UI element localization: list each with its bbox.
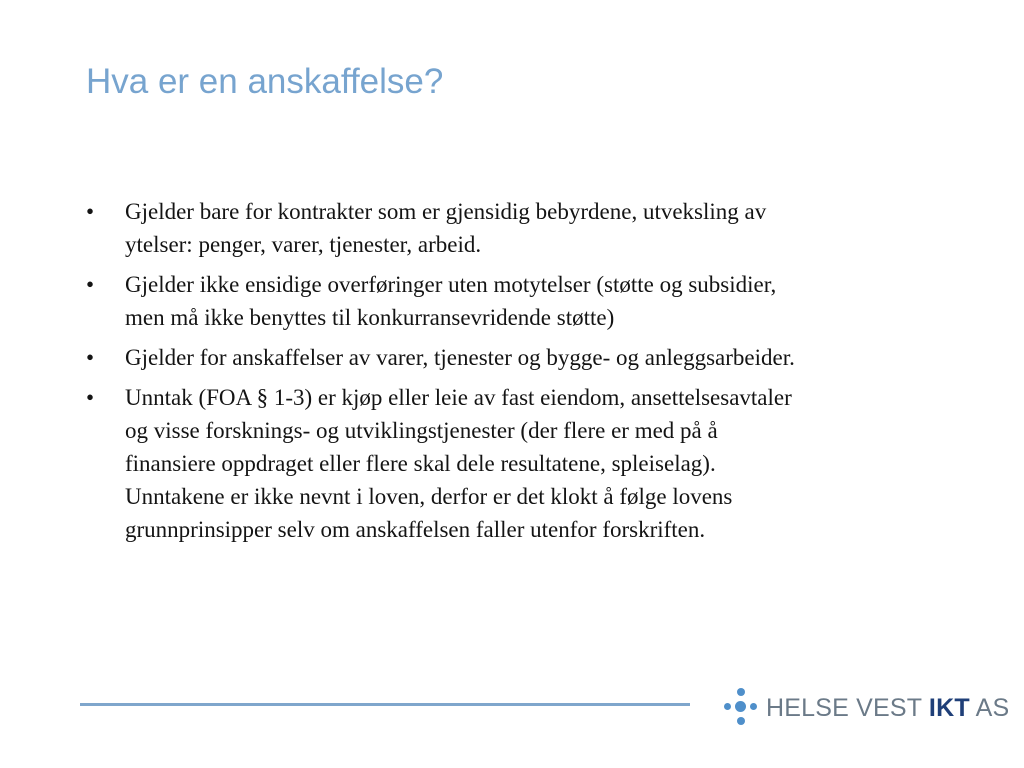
bullet-icon: • xyxy=(86,385,95,410)
bullet-text-line: ytelser: penger, varer, tjenester, arbeid. xyxy=(125,232,482,257)
logo-text-bold: IKT xyxy=(928,693,970,722)
bullet-icon: • xyxy=(86,272,95,297)
bullet-text-line: Unntakene er ikke nevnt i loven, derfor er det klokt å følge lovens xyxy=(125,484,733,509)
logo-wordmark xyxy=(766,694,1009,723)
logo-text-suffix: AS xyxy=(969,693,1010,722)
bullet-icon: • xyxy=(86,345,95,370)
bullet-text-line: og visse forsknings- og utviklingstjenester (der flere er med på å xyxy=(125,418,718,443)
logo-text-regular: HELSE VEST xyxy=(766,693,929,722)
slide-title: Hva er en anskaffelse? xyxy=(86,62,444,101)
bullet-text-line: finansiere oppdraget eller flere skal dele resultatene, spleiselag). xyxy=(125,451,716,476)
bullet-item-4 xyxy=(86,381,938,546)
bullet-text-line: Gjelder bare for kontrakter som er gjensidig bebyrdene, utveksling av xyxy=(125,199,767,224)
bullet-text-line: Unntak (FOA § 1-3) er kjøp eller leie av fast eiendom, ansettelsesavtaler xyxy=(125,385,792,410)
bullet-item-1 xyxy=(86,195,938,261)
bullet-text-line: Gjelder for anskaffelser av varer, tjenester og bygge- og anleggsarbeider. xyxy=(125,345,795,370)
bullet-icon: • xyxy=(86,199,95,224)
dots-cross-logo-icon xyxy=(722,688,758,728)
bullet-text-line: grunnprinsipper selv om anskaffelsen faller utenfor forskriften. xyxy=(125,517,706,542)
footer-divider xyxy=(80,703,690,706)
bullet-text-line: Gjelder ikke ensidige overføringer uten motytelser (støtte og subsidier, xyxy=(125,272,777,297)
bullet-item-3 xyxy=(86,341,938,374)
bullet-text-line: men må ikke benyttes til konkurransevridende støtte) xyxy=(125,305,615,330)
bullet-item-2 xyxy=(86,268,938,334)
company-logo xyxy=(722,688,1009,728)
bullet-list xyxy=(86,195,938,553)
